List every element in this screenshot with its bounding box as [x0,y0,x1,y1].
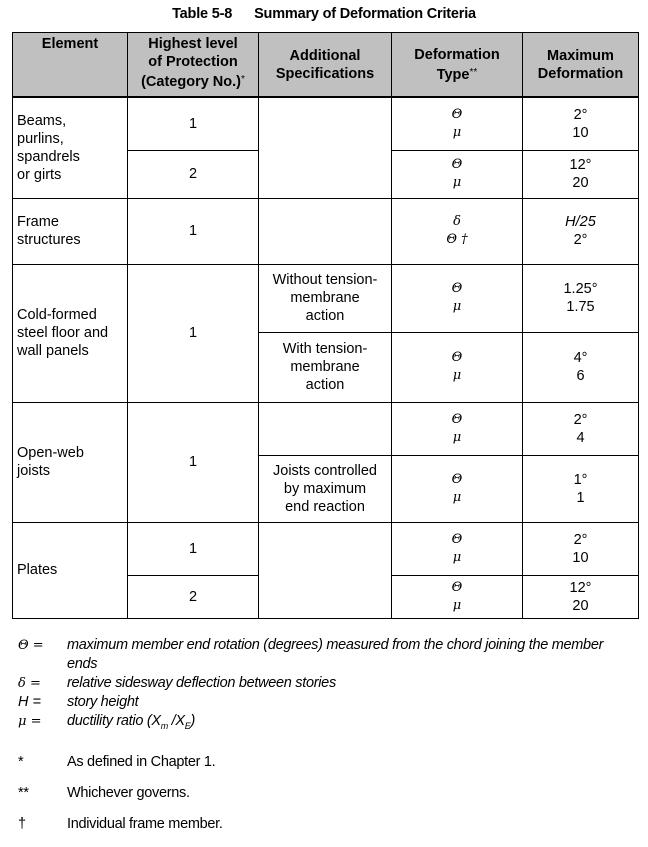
element-beams: Beams, purlins, spandrels or girts [13,97,128,198]
header-deformation-type: Deformation Type** [392,33,523,98]
category-cell: 2 [128,575,259,618]
footnote: * As defined in Chapter 1. [18,754,216,770]
header-element: Element [13,33,128,98]
type-cell: Θ μ [392,97,523,150]
category-cell: 2 [128,150,259,198]
additional-cell [259,522,392,618]
type-cell: δ Θ † [392,198,523,264]
legend-item: μ = ductility ratio ($X_m$ $/X_E$) [18,713,195,731]
table-row [13,97,639,150]
value-cell: 4° 6 [523,332,639,402]
type-cell: Θ μ [392,264,523,332]
category-cell: 1 [128,97,259,150]
type-cell: Θ μ [392,150,523,198]
table-caption: Summary of Deformation Criteria [254,6,476,22]
additional-cell [259,198,392,264]
type-cell: Θ μ [392,402,523,455]
type-cell: Θ μ [392,332,523,402]
table-row [13,264,639,332]
table-title [0,6,648,22]
element-frame: Frame structures [13,198,128,264]
category-cell: 1 [128,198,259,264]
additional-cell: Without tension- membrane action [259,264,392,332]
type-cell: Θ μ [392,575,523,618]
footnote: ** Whichever governs. [18,785,190,801]
type-cell: Θ μ [392,455,523,522]
additional-cell: Joists controlled by maximum end reaction [259,455,392,522]
element-cold-formed: Cold-formed steel floor and wall panels [13,264,128,402]
element-open-web-joists: Open-web joists [13,402,128,522]
legend-item: δ = relative sidesway deflection between stories [18,675,336,691]
value-cell: 1° 1 [523,455,639,522]
value-cell: 12° 20 [523,150,639,198]
legend-item: H = story height [18,694,139,710]
element-plates: Plates [13,522,128,618]
value-cell: 2° 4 [523,402,639,455]
table-row [13,402,639,455]
additional-cell [259,97,392,198]
header-additional: Additional Specifications [259,33,392,98]
header-row [13,33,639,98]
type-cell: Θ μ [392,522,523,575]
symbol-legend [18,636,627,736]
footnote: † Individual frame member. [18,816,223,832]
additional-cell: With tension- membrane action [259,332,392,402]
value-cell: 1.25° 1.75 [523,264,639,332]
legend-item: Θ = maximum member end rotation (degrees) measured from the chord joining the member ends [18,637,604,672]
additional-cell [259,402,392,455]
table-row [13,522,639,575]
header-protection: Highest level of Protection (Category No.)* [128,33,259,98]
table-number: Table 5-8 [172,6,233,22]
table-row [13,198,639,264]
category-cell: 1 [128,522,259,575]
value-cell: 2° 10 [523,97,639,150]
category-cell: 1 [128,402,259,522]
deformation-criteria-table [12,32,639,619]
value-cell: 12° 20 [523,575,639,618]
category-cell: 1 [128,264,259,402]
value-cell: 2° 10 [523,522,639,575]
value-cell: H/25 2° [523,198,639,264]
footnotes [18,754,223,847]
header-maximum-deformation: Maximum Deformation [523,33,639,98]
